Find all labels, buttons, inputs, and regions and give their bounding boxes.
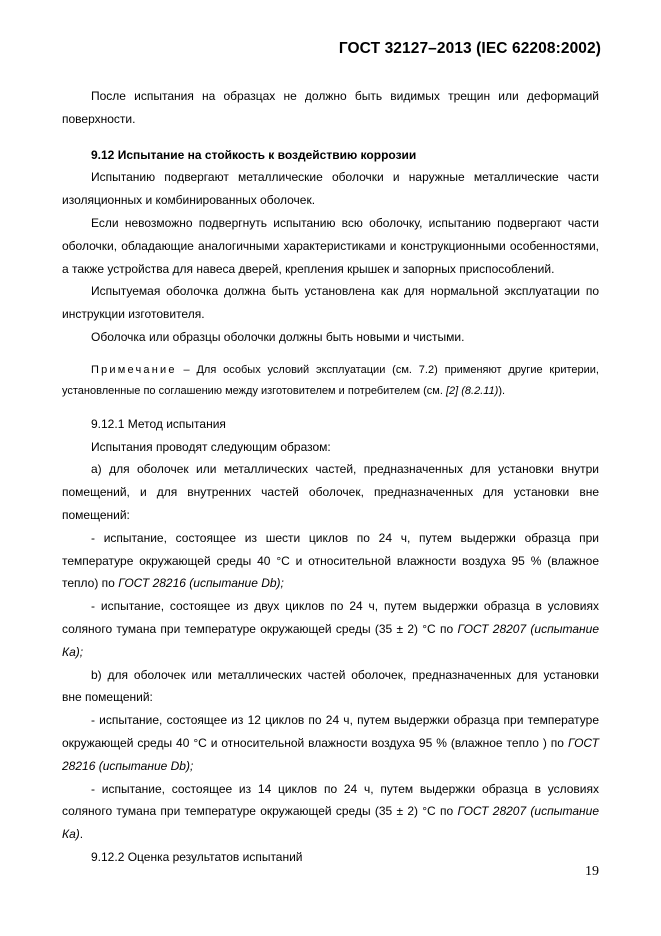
paragraph: Испытуемая оболочка должна быть установлена как для нормальной эксплуатации по инструкции изготовителя. <box>62 284 599 322</box>
list-item <box>62 595 599 663</box>
note-label: Примечание <box>91 363 177 376</box>
paragraph: Испытанию подвергают металлические оболочки и наружные металлические части изоляционных и комбинированных оболочек. <box>62 170 599 208</box>
item-text: - испытание, состоящее из шести циклов по 24 ч, путем выдержки образца при температуре окружающей среды 40 °С и относительной влажности воздуха 95 % (влажное тепло) по <box>62 530 599 591</box>
list-item: а) для оболочек или металлических частей, предназначенных для установки внутри помещений, и для внутренних частей оболочек, предназначенных для установки вне помещений: <box>62 462 599 522</box>
item-text: - испытание, состоящее из 14 циклов по 24 ч, путем выдержки образца в условиях соляного тумана при температуре окружающей среды (35 ± 2) °С по <box>62 781 599 819</box>
note-reference: [2] (8.2.11) <box>445 384 499 397</box>
paragraph: Испытания проводят следующим образом: <box>91 439 331 454</box>
section-heading-9-12: 9.12 Испытание на стойкость к воздействию коррозии <box>91 147 417 162</box>
note-end: ). <box>498 384 506 397</box>
list-item: b) для оболочек или металлических частей оболочек, предназначенных для установки вне помещений: <box>62 667 599 705</box>
page-number: 19 <box>585 864 599 879</box>
list-item <box>62 778 599 846</box>
paragraph: Оболочка или образцы оболочки должны быть новыми и чистыми. <box>91 329 465 344</box>
standard-reference: ГОСТ 28207 (испытание Ка) <box>62 804 599 842</box>
subsection-heading-9-12-2: 9.12.2 Оценка результатов испытаний <box>91 849 303 864</box>
paragraph: Если невозможно подвергнуть испытанию всю оболочку, испытанию подвергают части оболочки, обладающие аналогичными характеристиками и конструкционными особенностями, а также устройства для навеса дверей, крепления крышек и запорных приспособлений. <box>62 215 599 276</box>
standard-reference: ГОСТ 28207 (испытание Ка); <box>62 621 599 659</box>
standard-reference: ГОСТ 28216 (испытание Db); <box>118 576 284 591</box>
item-end: . <box>79 827 84 842</box>
page-header: ГОСТ 32127–2013 (IEC 62208:2002) <box>338 40 601 57</box>
list-item <box>62 709 599 777</box>
list-item <box>62 527 599 595</box>
standard-reference: ГОСТ 28216 (испытание Db); <box>62 735 599 773</box>
paragraph: После испытания на образцах не должно быть видимых трещин или деформаций поверхности. <box>62 89 599 126</box>
page-content <box>62 85 599 869</box>
item-text: - испытание, состоящее из 12 циклов по 24 ч, путем выдержки образца при температуре окружающей среды 40 °С и относительной влажности воздуха 95 % (влажное тепло ) по <box>62 713 599 750</box>
item-text: - испытание, состоящее из двух циклов по 24 ч, путем выдержки образца в условиях соляного тумана при температуре окружающей среды (35 ± 2) °С по <box>62 599 599 636</box>
subsection-heading-9-12-1: 9.12.1 Метод испытания <box>91 416 226 431</box>
note-paragraph <box>62 360 599 402</box>
note-text: – Для особых условий эксплуатации (см. 7.2) применяют другие критерии, установленные по соглашению между изготовителем и потребителем (см. <box>62 363 599 397</box>
